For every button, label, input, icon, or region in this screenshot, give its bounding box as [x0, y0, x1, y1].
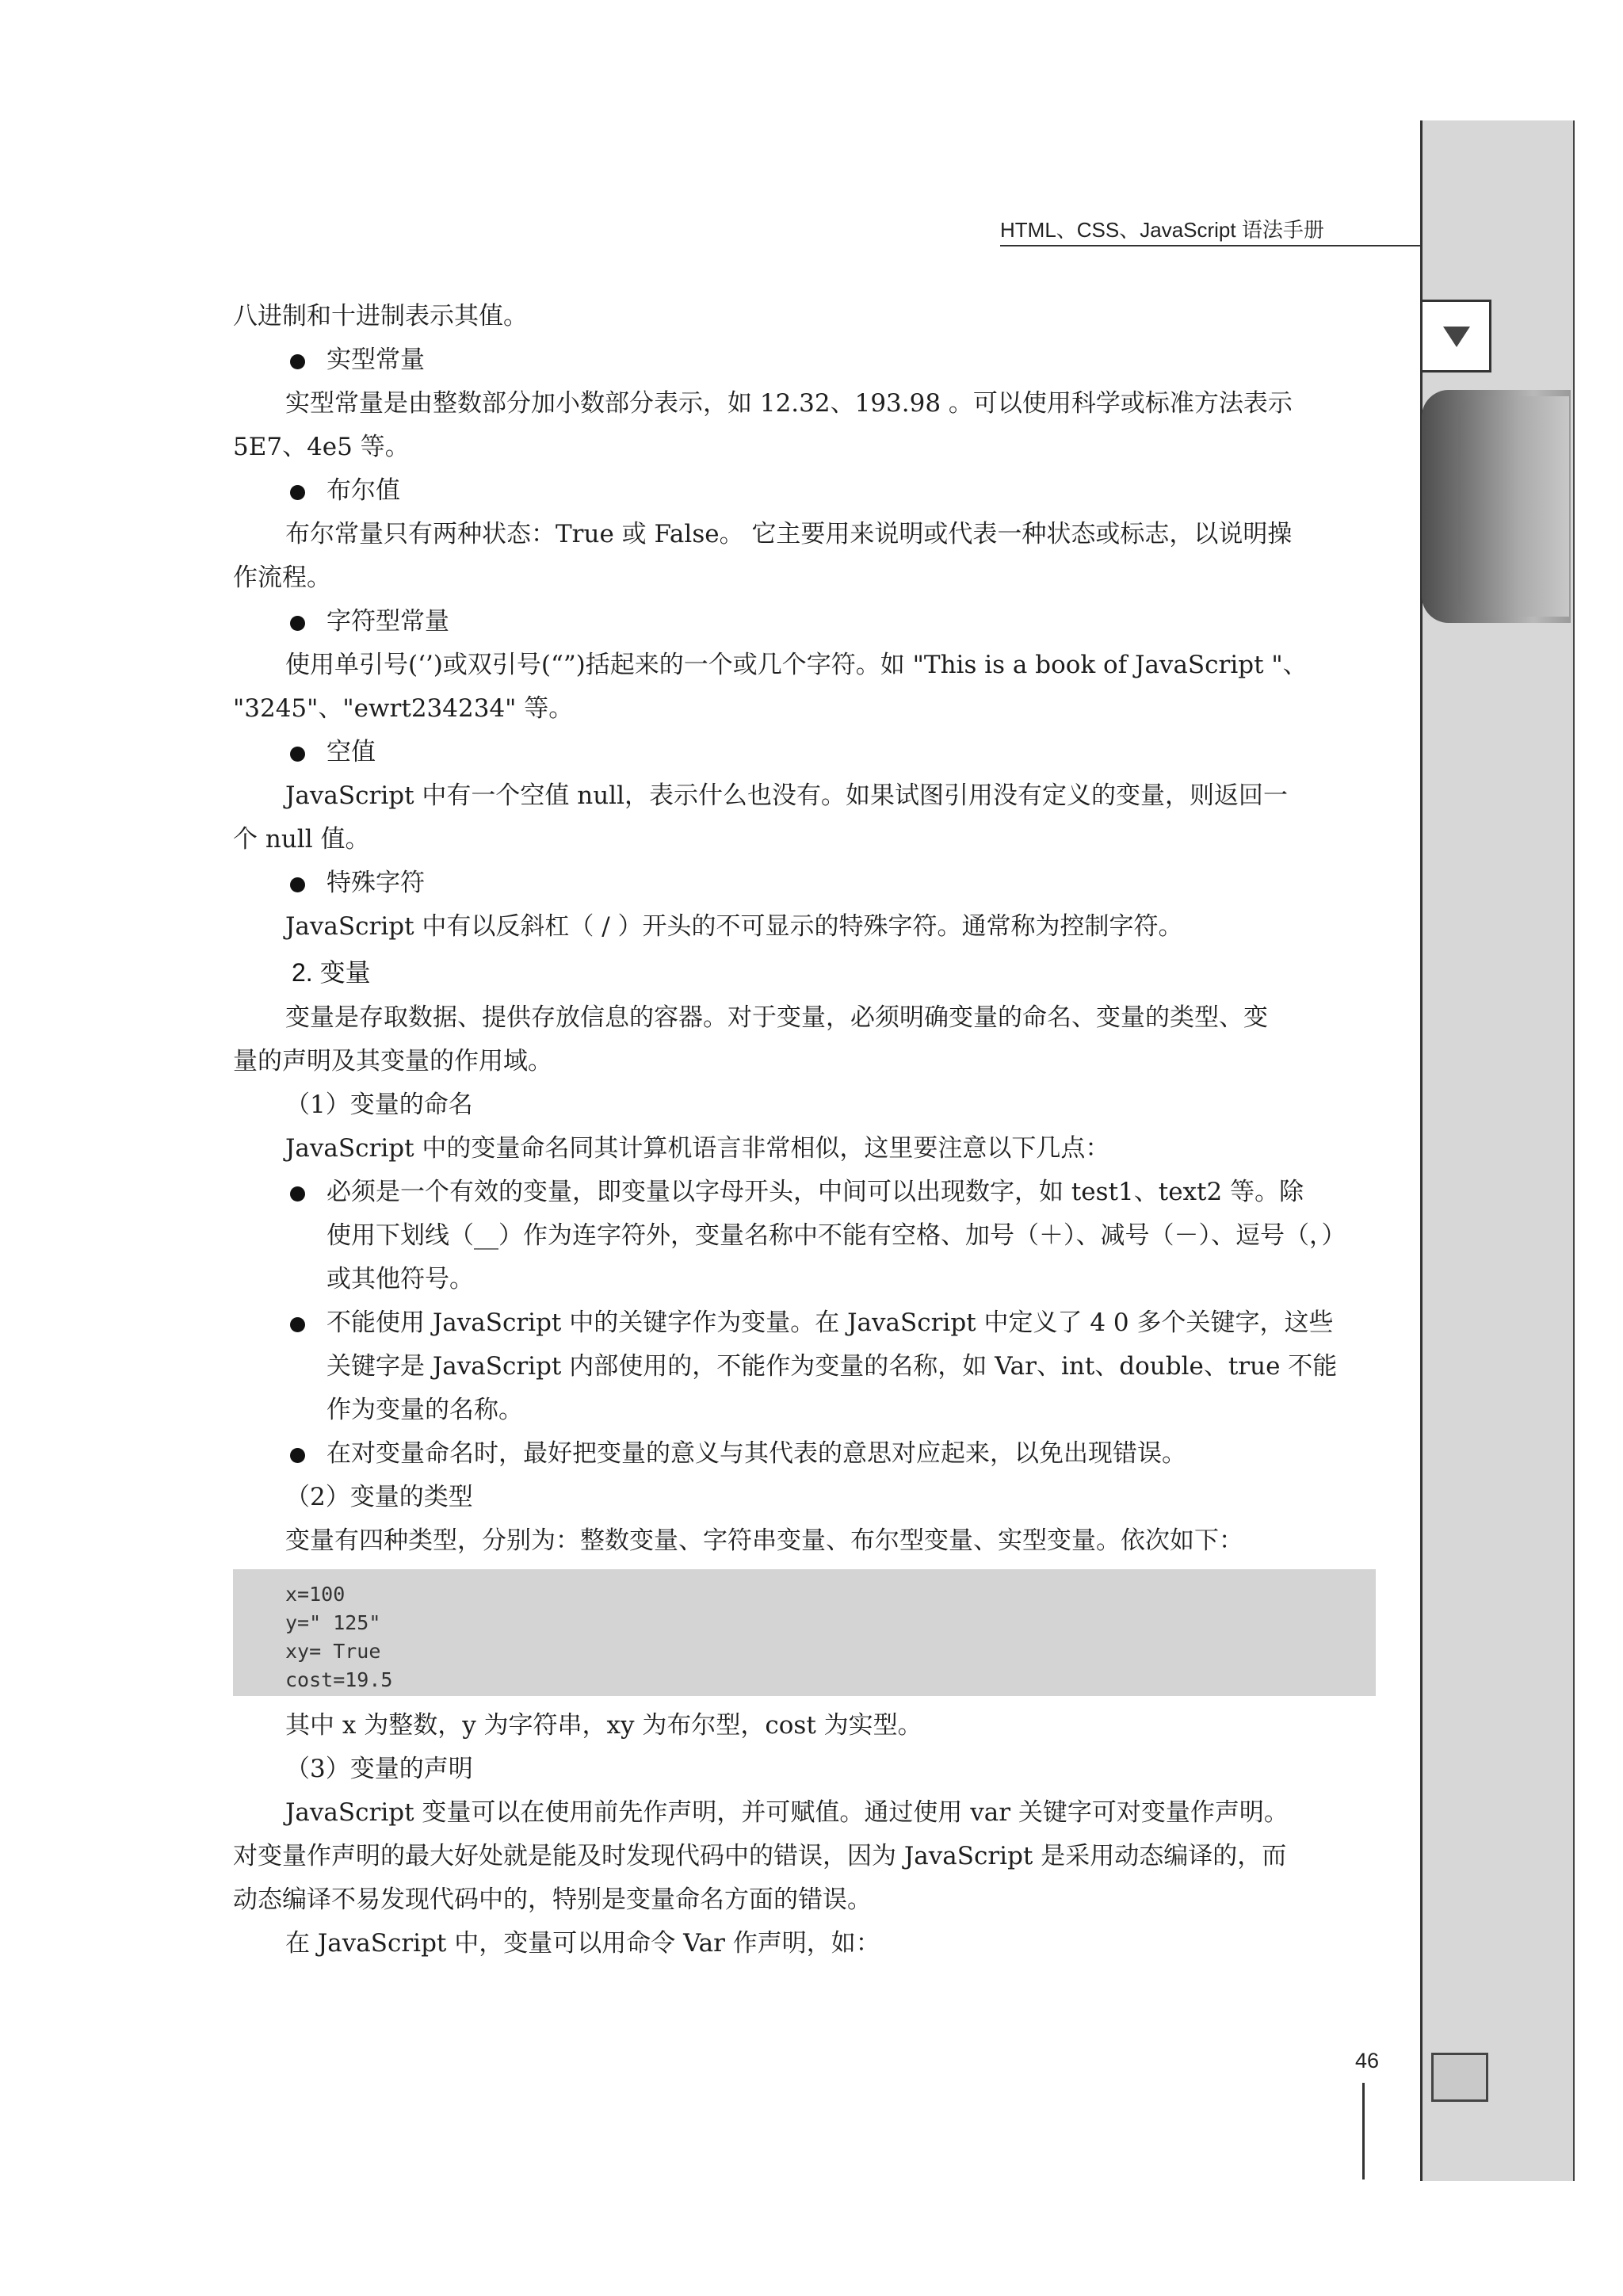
paragraph-line: 实型常量是由整数部分加小数部分表示，如 12.32、193.98 。可以使用科学或标准方法表示: [285, 389, 1293, 418]
subsection-title: （3）变量的声明: [285, 1755, 473, 1783]
code-line: y=" 125": [285, 1611, 381, 1634]
paragraph-line: 作流程。: [233, 563, 331, 592]
paragraph-line: 个 null 值。: [233, 825, 370, 854]
paragraph-line: 使用单引号(‘’)或双引号(“”)括起来的一个或几个字符。如 "This is a book of JavaScript "、: [285, 651, 1308, 679]
paragraph-line: 布尔常量只有两种状态：True 或 False。 它主要用来说明或代表一种状态或标志，以说明操: [285, 520, 1293, 548]
paragraph-line: JavaScript 变量可以在使用前先作声明，并可赋值。通过使用 var 关键字可对变量作声明。: [285, 1798, 1289, 1827]
page-number-rule: [1362, 2083, 1365, 2179]
bullet-heading-real: 实型常量: [233, 338, 1382, 382]
rule-item: 在对变量命名时，最好把变量的意义与其代表的意思对应起来，以免出现错误。: [233, 1432, 1382, 1476]
triangle-down-icon: [1443, 327, 1470, 347]
section-title: 2. 变量: [292, 958, 371, 987]
paragraph-line: 变量有四种类型，分别为：整数变量、字符串变量、布尔型变量、实型变量。依次如下：: [285, 1526, 1243, 1555]
rule-item-continuation: 使用下划线（__）作为连字符外，变量名称中不能有空格、加号（＋）、减号（－）、逗号（，）: [327, 1221, 1346, 1250]
paragraph-line: 八进制和十进制表示其值。: [233, 302, 528, 330]
bullet-heading-null: 空值: [233, 731, 1382, 774]
page-body: [233, 295, 1382, 1966]
rule-item: 必须是一个有效的变量，即变量以字母开头，中间可以出现数字，如 test1、text2 等。除: [233, 1171, 1382, 1214]
side-tab-highlight: [1458, 396, 1569, 617]
code-line: x=100: [285, 1583, 346, 1606]
paragraph-line: 量的声明及其变量的作用域。: [233, 1047, 552, 1075]
bullet-heading-special: 特殊字符: [233, 861, 1382, 905]
paragraph-line: 对变量作声明的最大好处就是能及时发现代码中的错误，因为 JavaScript 是采用动态编译的，而: [233, 1842, 1287, 1870]
code-line: xy= True: [285, 1640, 381, 1663]
bullet-heading-char: 字符型常量: [233, 600, 1382, 644]
header-title: HTML、CSS、JavaScript 语法手册: [1000, 218, 1324, 242]
paragraph-line: 5E7、4e5 等。: [233, 433, 410, 461]
paragraph-line: 在 JavaScript 中，变量可以用命令 Var 作声明，如：: [285, 1929, 880, 1958]
bullet-heading-bool: 布尔值: [233, 469, 1382, 513]
subsection-title: （2）变量的类型: [285, 1483, 473, 1511]
rule-item-continuation: 作为变量的名称。: [327, 1396, 523, 1424]
paragraph-line: JavaScript 中的变量命名同其计算机语言非常相似，这里要注意以下几点：: [285, 1134, 1110, 1163]
rule-item: 不能使用 JavaScript 中的关键字作为变量。在 JavaScript 中定义了 4 0 多个关键字，这些: [233, 1301, 1382, 1345]
code-line: cost=19.5: [285, 1668, 393, 1691]
paragraph-line: JavaScript 中有一个空值 null，表示什么也没有。如果试图引用没有定义的变量，则返回一: [285, 781, 1289, 810]
subsection-title: （1）变量的命名: [285, 1091, 473, 1119]
paragraph-line: 动态编译不易发现代码中的，特别是变量命名方面的错误。: [233, 1885, 872, 1914]
code-block: [233, 1569, 1376, 1696]
paragraph-line: 变量是存取数据、提供存放信息的容器。对于变量，必须明确变量的命名、变量的类型、变: [285, 1003, 1268, 1032]
rule-item-continuation: 关键字是 JavaScript 内部使用的，不能作为变量的名称，如 Var、int、double、true 不能: [327, 1352, 1338, 1381]
rule-item-continuation: 或其他符号。: [327, 1265, 474, 1293]
paragraph-line: JavaScript 中有以反斜杠（ / ）开头的不可显示的特殊字符。通常称为控制字符。: [285, 912, 1183, 941]
page-number: 46: [1354, 2049, 1379, 2073]
side-square: [1431, 2053, 1488, 2102]
paragraph-line: 其中 x 为整数，y 为字符串，xy 为布尔型，cost 为实型。: [285, 1711, 922, 1740]
paragraph-line: "3245"、"ewrt234234" 等。: [233, 694, 574, 723]
